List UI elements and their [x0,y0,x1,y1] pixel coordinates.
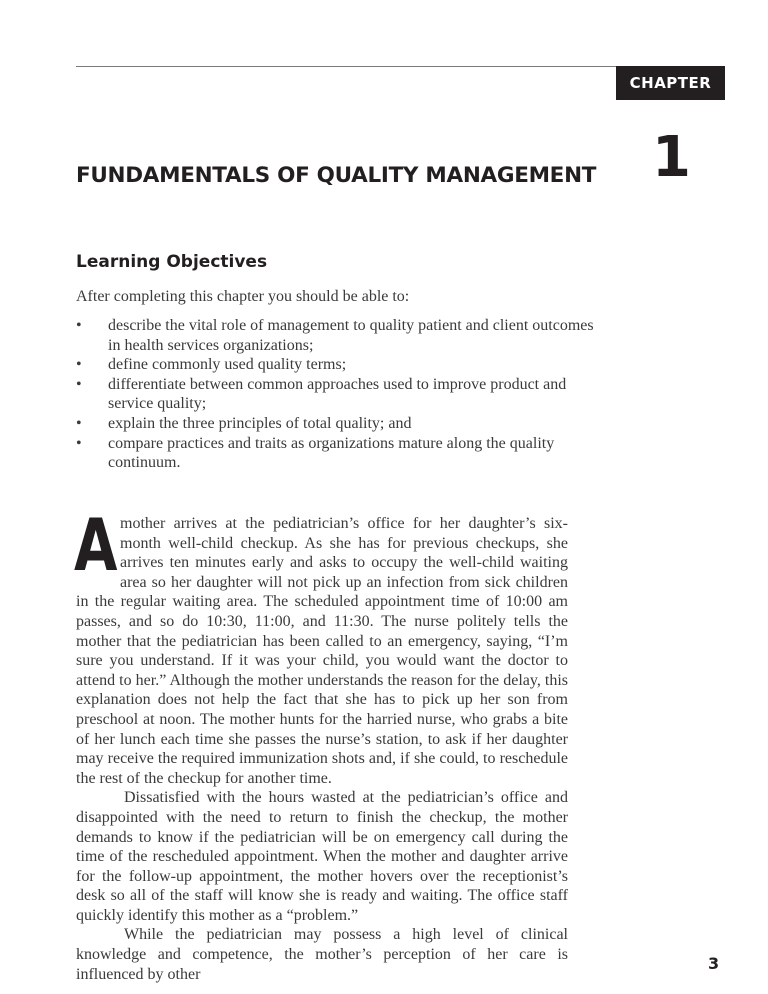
objective-item [76,316,596,355]
objective-item [76,414,596,434]
chapter-label-box [616,66,725,100]
objective-text: explain the three principles of total quality; and [108,414,412,432]
chapter-number: 1 [652,125,691,190]
narrative-body [74,503,568,984]
objective-text: compare practices and traits as organizations mature along the quality continuum. [108,434,555,472]
objective-text: describe the vital role of management to quality patient and client outcomes in health services organizations; [108,317,594,354]
objective-item [76,355,596,375]
bullet-icon: • [76,414,82,432]
learning-objectives-heading: Learning Objectives [76,252,268,272]
learning-objectives-intro: After completing this chapter you should be able to: [76,288,410,305]
objective-text: differentiate between common approaches used to improve product and service quality; [108,375,567,413]
bullet-icon: • [76,434,82,452]
narrative-paragraph [74,503,568,788]
drop-cap: A [74,503,118,587]
chapter-title: FUNDAMENTALS OF QUALITY MANAGEMENT [76,163,597,188]
objective-text: define commonly used quality terms; [108,356,347,374]
narrative-paragraph: While the pediatrician may possess a high level of clinical knowledge and competence, the mother’s perception of her care is influenced by other [76,926,568,983]
objective-item [76,375,596,414]
narrative-paragraph: Dissatisfied with the hours wasted at the pediatrician’s office and disappointed with the need to return to finish the checkup, the mother demands to know if the pediatrician will be on emergency call during the time of the rescheduled appointment. When the mother and daughter arrive for the follow-up appointment, the mother hovers over the receptionist’s desk so all of the staff will know she is ready and waiting. The office staff quickly identify this mother as a “problem.” [76,789,568,924]
objective-item [76,434,596,473]
bullet-icon: • [76,356,82,374]
chapter-label: CHAPTER [629,74,712,92]
bullet-icon: • [76,375,82,393]
paragraph-text: mother arrives at the pediatrician’s office for her daughter’s six-month well-child checkup. As she has for previous checkups, she arrives ten minutes early and asks to occupy the well-child waiting area so her daughter will not pick up an infection from sick children in the regular waiting area. The scheduled appointment time of 10:00 am passes, and so do 10:30, 11:00, and 11:30. The nurse politely tells the mother that the pediatrician has been called to an emergency, saying, “I’m sure you understand. If it was your child, you would want the doctor to attend to her.” Although the mother understands the reason for the delay, this explanation does not help the fact that she has to pick up her son from preschool at noon. The mother hunts for the harried nurse, who grabs a bite of her lunch each time she passes the nurse’s station, to ask if her daughter may receive the required immunization shots and, if she could, to reschedule the rest of the checkup for another time. [76,515,568,787]
bullet-icon: • [76,317,82,334]
learning-objectives-list [76,316,596,473]
page-number: 3 [708,954,720,973]
